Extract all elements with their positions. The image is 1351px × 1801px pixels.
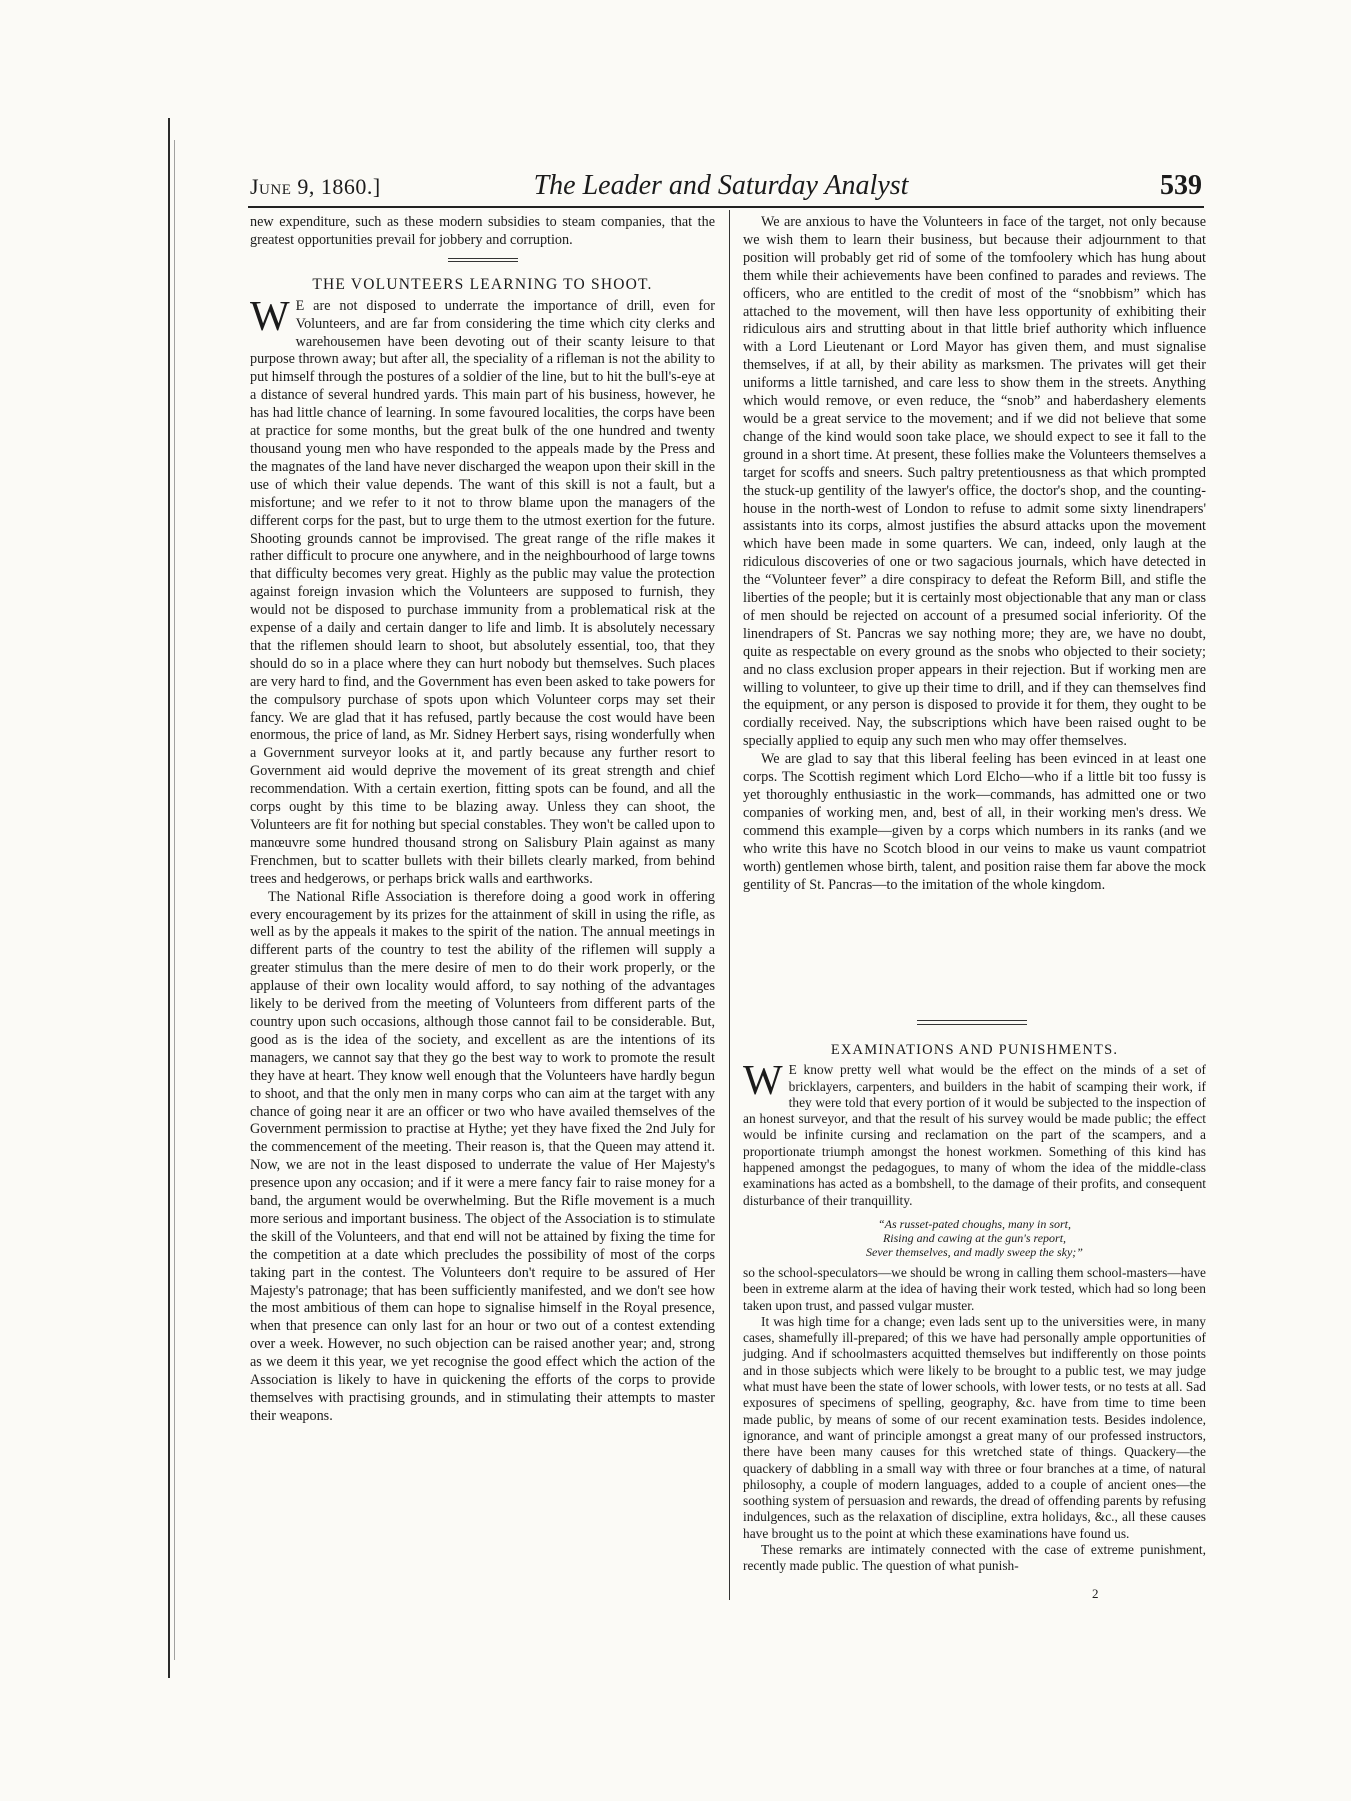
paragraph-text: E know pretty well what would be the effect on the minds of a set of bricklayers, carpenters, and builders in the habit of scamping their work, if they were told that every portion of it would be subjected to the inspection of an honest surveyor, and that the result of his survey would be made public; the effect would be infinite cursing and reclamation on the part of the scampers, and a proportionate triumph amongst the honest workmen. Something of this kind has happened amongst the pedagogues, to many of whom the idea of the middle-class examinations has acted as a bombshell, to the damage of their profits, and consequent disturbance of their tranquillity. [743, 1062, 1206, 1208]
section-separator [448, 258, 518, 262]
header-title: The Leader and Saturday Analyst [533, 170, 909, 201]
article-paragraph-8: These remarks are intimately connected with the case of extreme punishment, recently made public. The question of what punish- [743, 1542, 1206, 1574]
page-header [232, 166, 1210, 206]
article-paragraph-3: We are anxious to have the Volunteers in face of the target, not only because we wish them to learn their business, but because their adjournment to that position will probably get rid of some of the tomfoolery which has hung about them while their achievements have been confined to parades and reviews. The officers, who are entitled to the credit of most of the “snobbism” which has attached to the movement, will then have less opportunity of exhibiting their ridiculous airs and strutting about in that little brief authority which influence with a Lord Lieutenant or Lord Mayor has given them, and must signalise themselves, if at all, by their ability as marksmen. The privates will get their uniforms a little tarnished, and care less to show them in the streets. Anything which would remove, or even reduce, the “snob” and haberdashery elements would be a great service to the movement; and if we did not believe that some change of the kind would soon take place, we should expect to see it fall to the ground in a short time. At present, these follies make the Volunteers themselves a target for scoffs and sneers. Such paltry pretentiousness as that which prompted the stuck-up gentility of the lawyer's office, the doctor's shop, and the counting-house in the north-west of London to refuse to admit some sixty linendrapers' assistants into its corps, almost justifies the absurd attacks upon the movement which have been made in some quarters. We can, indeed, only laugh at the ridiculous discoveries of one or two sagacious journals, which have detected in the “Volunteer fever” a dire conspiracy to defeat the Reform Bill, and stifle the liberties of the people; but it is certainly most objectionable that any man or class of men should be rejected on account of a presumed social inferiority. Of the linendrapers of St. Pancras we say nothing more; they are, we have no doubt, quite as respectable on every ground as the snobs who objected to their society; and no class exclusion proper appears in their rejection. But if working men are willing to volunteer, to give up their time to drill, and if they can themselves find the equipment, or any person is disposed to provide it for them, they ought to be cordially received. Nay, the subscriptions which have been raised ought to be specially applied to equip any such men who may offer themselves. [743, 214, 1206, 750]
column-divider [729, 210, 730, 1600]
margin-rule [168, 118, 170, 1678]
header-date: June 9, 1860.] [250, 174, 381, 199]
article-paragraph-2: The National Rifle Association is therefore doing a good work in offering every encouragement by its prizes for the attainment of skill in using the rifle, as well as by the appeals it makes to the spirit of the nation. The annual meetings in different parts of the country to test the ability of the riflemen will supply a greater stimulus than the mere desire of men to do their work properly, or the applause of their own locality would afford, to say nothing of the advantages likely to be derived from the meeting of Volunteers from different parts of the country upon such occasions, although those cannot fail to be considerable. But, good as is the idea of the society, and excellent as are the intentions of its managers, we cannot say that they go the best way to work to promote the result they have at heart. They know well enough that the Volunteers have hardly begun to shoot, and that the only men in many corps who can aim at the target with any chance of going near it are an officer or two who have availed themselves of the Government permission to practise at Hythe; yet they have fixed the 2nd July for the commencement of the meeting. Their reason is, that the Queen may attend it. Now, we are not in the least disposed to underrate the value of Her Majesty's presence upon any occasion; and if it were a mere fancy fair to raise money for a band, the argument would be overwhelming. But the Rifle movement is a much more serious and important business. The object of the Association is to stimulate the skill of the Volunteers, and that end will not be attained by fixing the time for the competition at a date which precludes the possibility of most of the corps taking part in the contest. The Volunteers don't require to be assured of Her Majesty's patronage; that has been sufficiently manifested, and we don't see how the most ambitious of them can hope to signalise himself in the Royal presence, when that presence can only last for an hour or two out of a contest extending over a week. However, no such objection can be raised another year; and, strong as we deem it this year, we yet recognise the good effect which the action of the Association is likely to have in quickening the efforts of the corps to provide themselves with practising grounds, and in stimulating their attempts to master their weapons. [250, 888, 715, 1424]
left-column [250, 214, 715, 1426]
drop-cap-2: W [743, 1058, 783, 1105]
verse-line: “As russet-pated choughs, many in sort, [878, 1216, 1071, 1231]
quoted-verse [743, 1217, 1206, 1259]
header-rule [248, 206, 1204, 208]
section-separator-right [730, 1020, 1214, 1025]
paragraph-text: E are not disposed to underrate the importance of drill, even for Volunteers, and are far from considering the time which city clerks and warehousemen have been devoting out of their scanty leisure to that purpose thrown away; but after all, the speciality of a rifleman is not the ability to put himself through the postures of a soldier of the line, but to hit the bull's-eye at a distance of several hundred yards. This main part of his business, however, he has had little chance of learning. In some favoured localities, the corps have been at practice for some months, but the great bulk of the one hundred and twenty thousand young men who have responded to the appeals made by the Press and the magnates of the land have never discharged the weapon upon their skill in the use of which their value depends. The want of this skill is not a fault, but a misfortune; and we refer to it not to throw blame upon the managers of the different corps for the past, but to urge them to the utmost exertion for the future. Shooting grounds cannot be improvised. The great range of the rifle makes it rather difficult to procure one anywhere, and in the neighbourhood of large towns that difficulty becomes very great. Highly as the public may value the protection against foreign invasion which the Volunteers are supposed to furnish, they would not be disposed to purchase immunity from a problematical risk at the expense of a daily and certain danger to life and limb. It is absolutely necessary that the riflemen should learn to shoot, but absolutely essential, too, that they should do so in a place where they can hurt nobody but themselves. Such places are very hard to find, and the Government has even been asked to take powers for the compulsory purchase of spots upon which Volunteer corps may set their fancy. We are glad that it has refused, partly because the cost would have been enormous, the price of land, as Mr. Sidney Herbert says, rising wonderfully when a Government surveyor looks at it, and partly because any further resort to Government aid would deprive the movement of its great strength and chief recommendation. With a certain exertion, fitting spots can be found, and all the corps ought by this time to be blazing away. Unless they can shoot, the Volunteers are fit for nothing but special constables. They won't be called upon to manœuvre some hundred thousand strong on Salisbury Plain against as many Frenchmen, but to scatter bullets with their billets clearly marked, from behind trees and hedgerows, or perhaps brick walls and earthworks. [250, 297, 715, 887]
header-page-number: 539 [1160, 170, 1202, 201]
intro-paragraph: new expenditure, such as these modern subsidies to steam companies, that the greatest opportunities prevail for jobbery and corruption. [250, 214, 715, 248]
verse-line: Sever themselves, and madly sweep the sky;” [866, 1244, 1083, 1259]
section-title: THE VOLUNTEERS LEARNING TO SHOOT. [312, 275, 653, 293]
drop-cap: W [250, 293, 290, 340]
verse-line: Rising and cawing at the gun's report, [882, 1230, 1067, 1245]
article-paragraph-5 [743, 1058, 1206, 1209]
article-paragraph-7: It was high time for a change; even lads sent up to the universities were, in many cases, shamefully ill-prepared; of this we have had personally ample opportunities of judging. And if schoolmasters acquitted themselves but indifferently on those points and in those subjects which were likely to be brought to a public test, we may judge what must have been the state of lower schools, with lower tests, or no tests at all. Sad exposures of specimens of spelling, geography, &c. have from time to time been made public, by means of some of our recent examination tests. Besides indolence, ignorance, and want of principle amongst a great many of our professed instructors, there have been many causes for this wretched state of things. Quackery—the quackery of dabbling in a small way with three or four branches at a time, of natural philosophy, a couple of modern languages, added to a couple of ancient ones—the soothing system of persuasion and rewards, the dread of offending parents by refusing indulgences, such as the relaxation of discipline, extra holidays, &c., all these causes have brought us to the point at which these examinations have found us. [743, 1313, 1206, 1541]
signature-mark: 2 [1092, 1586, 1099, 1601]
article-paragraph-1 [250, 293, 715, 889]
margin-rule-secondary [174, 140, 175, 1660]
article-paragraph-4: We are glad to say that this liberal feeling has been evinced in at least one corps. The Scottish regiment which Lord Elcho—who if a little bit too fussy is yet thoroughly enthusiastic in the work—commands, has admitted one or two companies of working men, and, best of all, in their working men's dress. We commend this example—given by a corps which numbers in its ranks (and we who write this have no Scotch blood in our veins to make us vaunt compatriot worth) gentlemen whose birth, talent, and position raise them far above the mock gentility of St. Pancras—to the imitation of the whole kingdom. [743, 751, 1206, 893]
double-rule [917, 1020, 1027, 1025]
section-title-2: EXAMINATIONS AND PUNISHMENTS. [830, 1042, 1119, 1058]
right-column-upper [743, 214, 1206, 894]
right-column-lower [743, 1042, 1206, 1575]
article-paragraph-6: so the school-speculators—we should be wrong in calling them school-masters—have been in extreme alarm at the idea of having their work tested, which had so long been taken upon trust, and passed vulgar muster. [743, 1264, 1206, 1313]
